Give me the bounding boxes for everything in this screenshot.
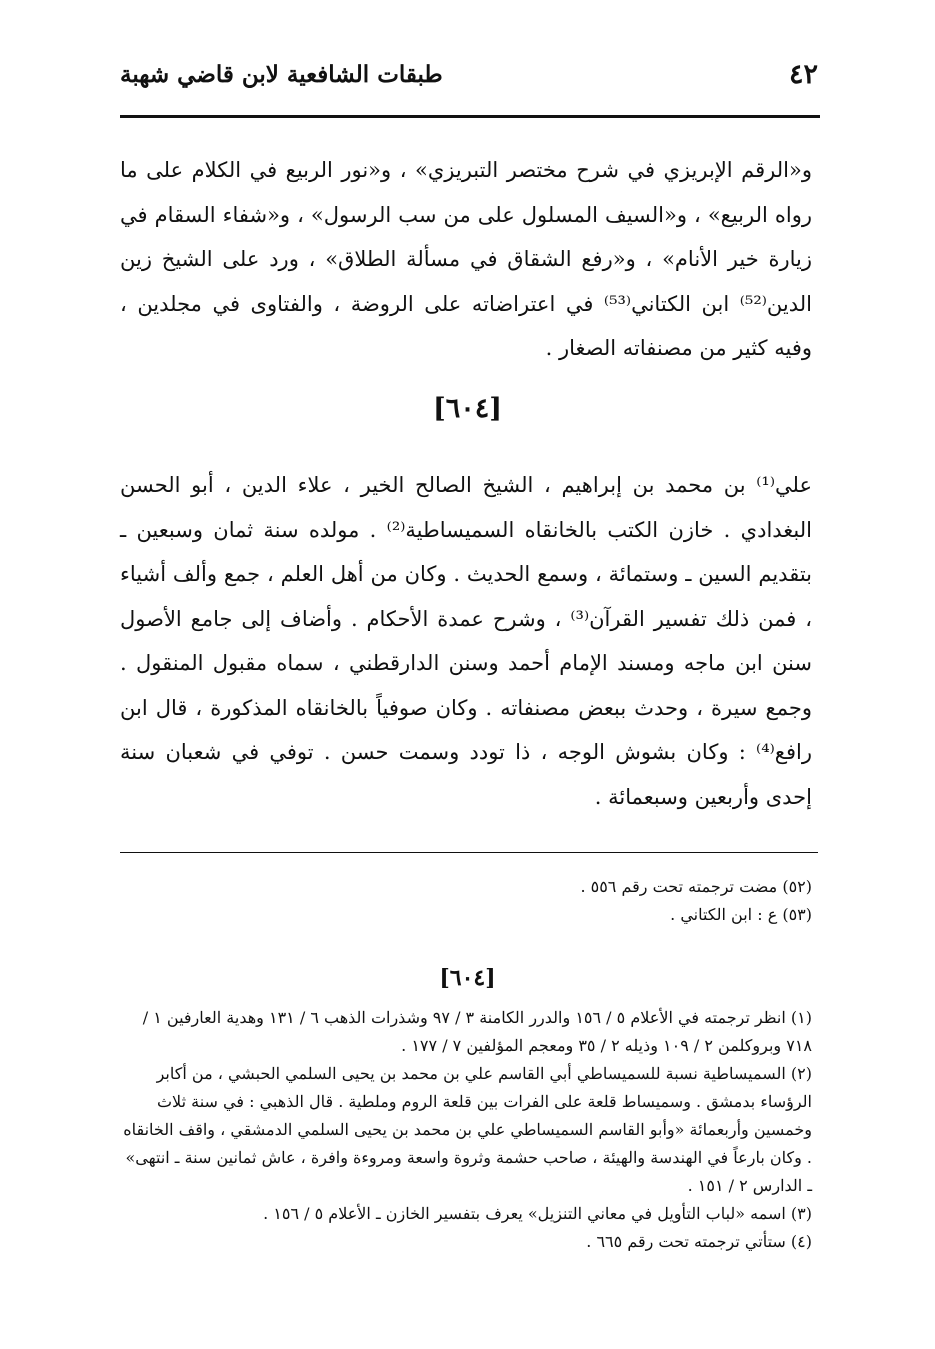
entry-number-heading: [٦٠٤] [432, 393, 503, 424]
footnote-53: (٥٣) ع : ابن الكتاني . [670, 905, 812, 924]
entry-biography-text: علي⁽¹⁾ بن محمد بن إبراهيم ، الشيخ الصالح الخير ، علاء الدين ، أبو الحسن البغدادي . خازن الكتب بالخانقاه السميساطية⁽²⁾ . مولده سنة ثمان وسبعين ـ بتقديم السين ـ وستمائة ، وسمع الحديث . وكان من أهل العلم ، جمع وألف أشياء ، فمن ذلك تفسير القرآن⁽³⁾ ، وشرح عمدة الأحكام . وأضاف إلى جامع الأصول سنن ابن ماجه ومسند الإمام أحمد وسنن الدارقطني ، سماه مقبول المنقول . وجمع سيرة ، وحدث ببعض مصنفاته . وكان صوفياً بالخانقاه المذكورة ، قال ابن رافع⁽⁴⁾ : وكان بشوش الوجه ، ذا تودد وسمت حسن . توفي في شعبان سنة إحدى وأربعين وسبعمائة . [120, 473, 812, 809]
book-title: طبقات الشافعية لابن قاضي شهبة [120, 61, 443, 88]
running-header [120, 55, 820, 103]
footnote-1: (١) انظر ترجمته في الأعلام ٥ / ١٥٦ والدرر الكامنة ٣ / ٩٧ وشذرات الذهب ٦ / ١٣١ وهدية العارفين ١ / ٧١٨ وبروكلمن ٢ / ١٠٩ وذيله ٢ / ٣٥ ومعجم المؤلفين ٧ / ١٧٧ . [142, 1008, 812, 1055]
footnote-2: (٢) السميساطية نسبة للسميساطي أبي القاسم علي بن محمد بن يحيى السلمي الحبشي ، من أكابر الرؤساء بدمشق . وسميساط قلعة على الفرات بين قلعة الروم وملطية . قال الذهبي : في سنة ثلاث وخمسين وأربعمائة «وأبو القاسم السميساطي علي بن محمد بن يحيى السلمي الدمشقي ، واقف الخانقاه . وكان بارعاً في الهندسة والهيئة ، صاحب حشمة وثروة واسعة ومروءة وافرة ، عاش ثمانين سنة ـ انتهى» ـ الدارس ٢ / ١٥١ . [123, 1064, 812, 1195]
footnote-52: (٥٢) مضت ترجمته تحت رقم ٥٥٦ . [580, 877, 812, 896]
previous-entry-text: و«الرقم الإبريزي في شرح مختصر التبريزي» ، و«نور الربيع في الكلام على ما رواه الربيع» ، و«السيف المسلول على من سب الرسول» ، و«شفاء السقام في زيارة خير الأنام» ، و«رفع الشقاق في مسألة الطلاق» ، ورد على الشيخ زين الدين⁽⁵²⁾ ابن الكتاني⁽⁵³⁾ في اعتراضاته على الروضة ، والفتاوى في مجلدين ، وفيه كثير من مصنفاته الصغار . [120, 158, 812, 360]
footnotes-entry [120, 1004, 812, 1256]
header-rule [120, 115, 820, 118]
footnote-4: (٤) ستأتي ترجمته تحت رقم ٦٦٥ . [586, 1232, 812, 1251]
page-number: ٤٢ [788, 59, 818, 90]
footnote-3: (٣) اسمه «لباب التأويل في معاني التنزيل» يعرف بتفسير الخازن ـ الأعلام ٥ / ١٥٦ . [263, 1204, 812, 1223]
footnotes-entry-heading: [٦٠٤] [439, 965, 496, 991]
footnotes-previous-entry [120, 873, 812, 929]
footnote-separator [120, 852, 818, 853]
